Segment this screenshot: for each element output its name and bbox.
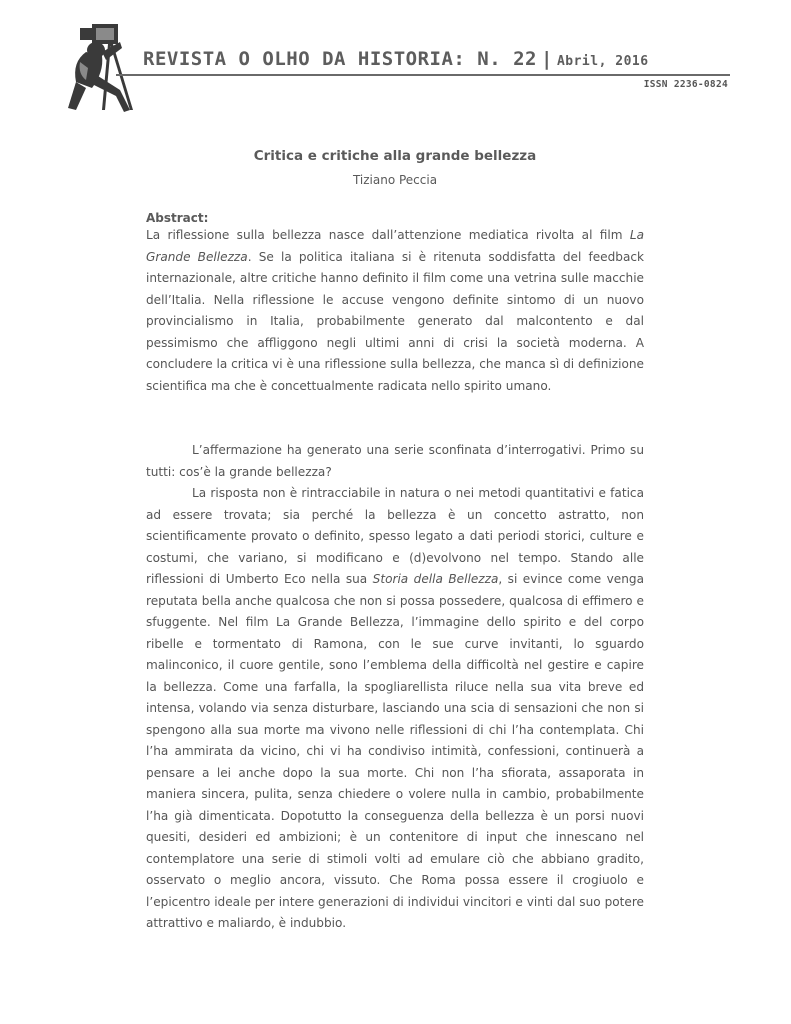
issue-date: Abril, 2016 <box>556 54 649 69</box>
title-separator: | <box>541 48 553 70</box>
journal-title <box>143 48 649 70</box>
article-title: Critica e critiche alla grande bellezza <box>253 148 537 164</box>
article-body <box>146 440 644 935</box>
journal-name: REVISTA O OLHO DA HISTORIA: N. 22 <box>143 48 537 70</box>
body-paragraph <box>146 483 644 935</box>
book-title: Storia della Bellezza <box>372 572 499 586</box>
body-paragraph <box>146 440 644 483</box>
photographer-with-camera-icon <box>62 22 138 114</box>
film-title: La Grande Bellezza <box>146 228 644 264</box>
article-author: Tiziano Peccia <box>352 173 438 187</box>
journal-header <box>0 0 791 120</box>
header-rule <box>116 74 730 76</box>
abstract-label: Abstract: <box>146 211 209 225</box>
abstract-segment: La riflessione sulla bellezza nasce dall’attenzione mediatica rivolta al film <box>146 228 630 242</box>
article <box>146 148 644 935</box>
issn: ISSN 2236-0824 <box>643 79 728 90</box>
paragraph-segment: , si evince come venga reputata bella anche qualcosa che non si possa possedere, qualcosa di effimero e sfuggente. Nel film La Grande Bellezza, l’immagine dello spirito e del corpo ribelle e tormentato di Ramona, con le sue curve invitanti, lo sguardo malinconico, il cuore gentile, sono l’emblema della difficoltà nel gestire e capire la bellezza. Come una farfalla, la spogliarellista riluce nella sua vita breve ed intensa, volando via senza disturbare, lasciando una scia di sensazioni che non si spengono alla sua morte ma vivono nelle riflessioni di chi l’ha contemplata. Chi l’ha ammirata da vicino, chi vi ha condiviso intimità, confessioni, continuerà a pensare a lei anche dopo la sua morte. Chi non l’ha sfiorata, assaporata in maniera sincera, pulita, senza chiedere o volere nulla in cambio, probabilmente l’ha già dimenticata. Dopotutto la conseguenza della bellezza è un porsi nuovi quesiti, desideri ed ambizioni; è un contenitore di input che innescano nel contemplatore una serie di stimoli volti ad emulare ciò che abbiano gradito, osservato o meglio ancora, vissuto. Che Roma possa essere il crogiuolo e l’epicentro ideale per intere generazioni di individui vincitori e vinti dal suo potere attrattivo e maliardo, è indubbio. <box>146 572 644 930</box>
paragraph-segment: L’affermazione ha generato una serie sconfinata d’interrogativi. Primo su tutti: cos’è la grande bellezza? <box>146 443 644 479</box>
abstract-segment: . Se la politica italiana si è ritenuta soddisfatta del feedback internazionale, altre critiche hanno definito il film come una vetrina sulle macchie dell’Italia. Nella riflessione le accuse vengono definite sintomo di un nuovo provincialismo in Italia, probabilmente generato dal malcontento e dal pessimismo che affliggono negli ultimi anni di crisi la società moderna. A concludere la critica vi è una riflessione sulla bellezza, che manca sì di definizione scientifica ma che è concettualmente radicata nello spirito umano. <box>146 249 645 393</box>
abstract-text <box>146 225 644 397</box>
paragraph-segment: La risposta non è rintracciabile in natura o nei metodi quantitativi e fatica ad essere trovata; sia perché la bellezza è un concetto astratto, non scientificamente provato o definito, spesso legato a dati periodi storici, culture e costumi, che variano, si modificano e (d)evolvono nel tempo. Stando alle riflessioni di Umberto Eco nella sua <box>146 486 644 586</box>
